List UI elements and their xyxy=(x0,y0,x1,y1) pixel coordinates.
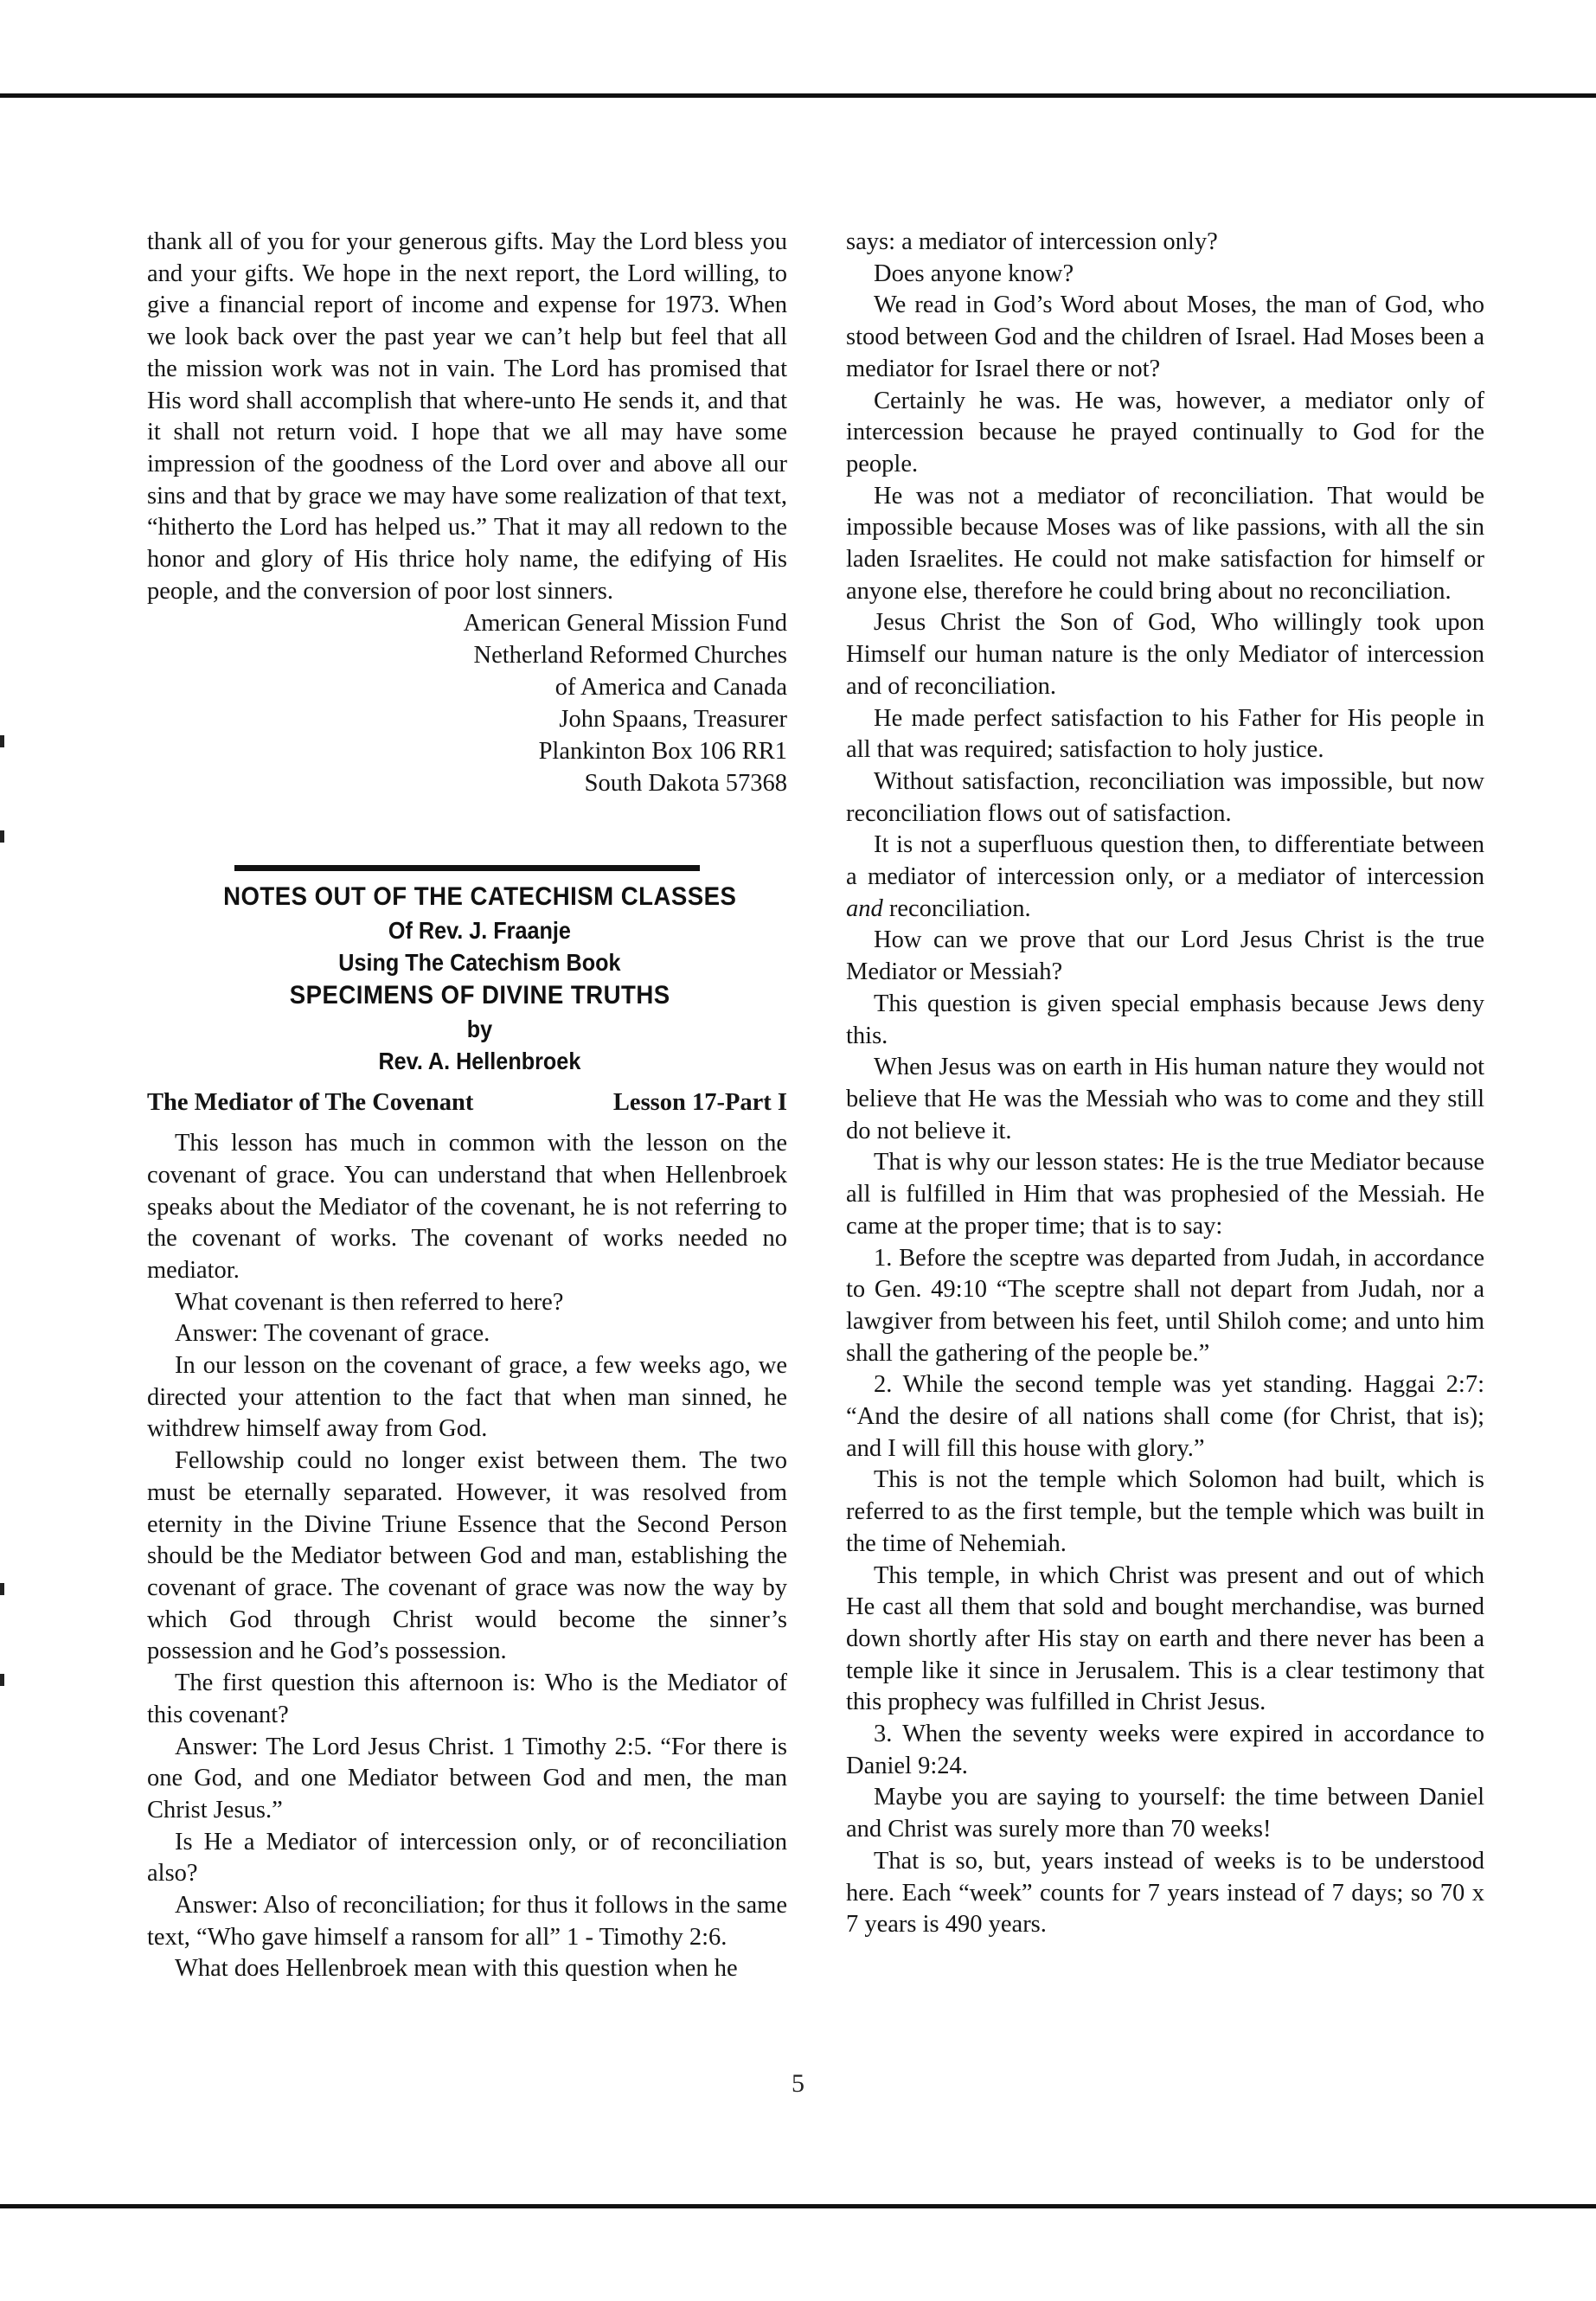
scan-edge-mark xyxy=(0,735,4,747)
author-name: Rev. A. Hellenbroek xyxy=(378,1048,581,1075)
body-paragraph xyxy=(846,830,1484,925)
lesson-number: Lesson 17-Part I xyxy=(612,1089,787,1117)
signature-line: Netherland Reformed Churches xyxy=(473,642,787,670)
body-paragraph: Fellowship could no longer exist between them. The two must be eternally separated. However, it was resolved from eternity in the Divine Triune Essence that the Second Person should be the Mediator between God and man, establishing the covenant of grace. The covenant of grace was now the way by which God through Christ would become the sinner’s possession and he God’s possession. xyxy=(147,1447,787,1665)
section-subtitle: Using The Catechism Book xyxy=(338,949,621,977)
body-paragraph: He was not a mediator of reconciliation. That would be impossible because Moses was of like passions, with all the sin laden Israelites. He could not make satisfaction for himself or anyone else, therefore he could bring about no reconciliation. xyxy=(846,482,1484,605)
body-paragraph: Answer: The covenant of grace. xyxy=(175,1320,490,1348)
left-column xyxy=(147,227,787,1985)
scan-edge-mark xyxy=(0,1674,4,1686)
lesson-header xyxy=(147,1087,787,1119)
body-paragraph: This is not the temple which Solomon had built, which is referred to as the first temple, but the temple which was built in the time of Nehemiah. xyxy=(846,1466,1484,1557)
signature-line: South Dakota 57368 xyxy=(584,770,787,798)
signature-line: John Spaans, Treasurer xyxy=(559,706,787,734)
body-paragraph: He made perfect satisfaction to his Father for His people in all that was required; satisfaction to holy justice. xyxy=(846,704,1484,764)
body-paragraph: Without satisfaction, reconciliation was impossible, but now reconciliation flows out of satisfaction. xyxy=(846,767,1484,827)
section-divider xyxy=(234,865,700,871)
body-paragraph: That is so, but, years instead of weeks is to be understood here. Each “week” counts for 7 years instead of 7 days; so 70 x 7 years is 490 years. xyxy=(846,1847,1484,1939)
signature-line: American General Mission Fund xyxy=(463,610,787,638)
body-paragraph: We read in God’s Word about Moses, the man of God, who stood between God and the children of Israel. Had Moses been a mediator for Israel there or not? xyxy=(846,292,1484,382)
text-run: It is not a superfluous question then, to differentiate between a mediator of intercession only, or a mediator of intercession xyxy=(846,831,1484,891)
body-paragraph: When Jesus was on earth in His human nature they would not believe that He was the Messiah who was to come and they still do not believe it. xyxy=(846,1054,1484,1144)
lesson-title: The Mediator of The Covenant xyxy=(147,1089,474,1117)
body-paragraph: This temple, in which Christ was present and out of which He cast all them that sold and bought merchandise, was burned down shortly after His stay on earth and there never has been a temple like it since in Jerusalem. This is a clear testimony that this prophecy was fulfilled in Christ Jesus. xyxy=(846,1561,1484,1716)
signature-block xyxy=(147,607,787,799)
body-paragraph: Does anyone know? xyxy=(874,260,1074,287)
body-paragraph: This question is given special emphasis because Jews deny this. xyxy=(846,990,1484,1049)
intro-paragraph: thank all of you for your generous gifts. May the Lord bless you and your gifts. We hope in the next report, the Lord willing, to give a financial report of income and expense for 1973. When we look back over the past year we can’t help but feel that all the mission work was not in vain. The Lord has promised that His word shall accomplish that where-unto He sends it, and that it shall not return void. I hope that we all may have some impression of the goodness of the Lord over and above all our sins and that by grace we may have some realization of that text, “hitherto the Lord has helped us.” That it may all redown to the honor and glory of His thrice holy name, the edifying of His people, and the conversion of poor lost sinners. xyxy=(147,228,787,605)
scan-edge-mark xyxy=(0,830,4,843)
right-column xyxy=(846,227,1484,1941)
body-paragraph: Certainly he was. He was, however, a mediator only of intercession because he prayed continually to God for the people. xyxy=(846,387,1484,478)
body-paragraph: Answer: The Lord Jesus Christ. 1 Timothy 2:5. “For there is one God, and one Mediator between God and men, the man Christ Jesus.” xyxy=(147,1733,787,1823)
body-paragraph: What does Hellenbroek mean with this question when he xyxy=(175,1955,738,1983)
body-paragraph: says: a mediator of intercession only? xyxy=(846,228,1218,255)
page-number: 5 xyxy=(792,2069,804,2098)
section-subtitle: by xyxy=(466,1016,493,1043)
body-paragraph: 2. While the second temple was yet standing. Haggai 2:7: “And the desire of all nations shall come (for Christ, that is); and I will fill this house with glory.” xyxy=(846,1371,1484,1462)
body-paragraph: 3. When the seventy weeks were expired in accordance to Daniel 9:24. xyxy=(846,1721,1484,1779)
scan-edge-mark xyxy=(0,1583,4,1595)
body-paragraph: Maybe you are saying to yourself: the time between Daniel and Christ was surely more than 70 weeks! xyxy=(846,1784,1484,1843)
body-paragraph: The first question this afternoon is: Who is the Mediator of this covenant? xyxy=(147,1670,787,1728)
section-subtitle: Of Rev. J. Fraanje xyxy=(388,917,571,945)
section-title: NOTES OUT OF THE CATECHISM CLASSES xyxy=(223,882,737,912)
body-paragraph: Jesus Christ the Son of God, Who willingly took upon Himself our human nature is the only Mediator of intercession and of reconciliation. xyxy=(846,609,1484,700)
emphasis-text: and xyxy=(846,894,883,922)
body-paragraph: In our lesson on the covenant of grace, a few weeks ago, we directed your attention to the fact that when man sinned, he withdrew himself away from God. xyxy=(147,1352,787,1443)
body-paragraph: How can we prove that our Lord Jesus Christ is the true Mediator or Messiah? xyxy=(846,926,1484,986)
book-title: SPECIMENS OF DIVINE TRUTHS xyxy=(289,981,670,1010)
body-paragraph: What covenant is then referred to here? xyxy=(175,1288,564,1316)
body-paragraph: Answer: Also of reconciliation; for thus it follows in the same text, “Who gave himself a ransom for all” 1 - Timothy 2:6. xyxy=(147,1892,787,1951)
signature-line: of America and Canada xyxy=(554,674,787,702)
body-paragraph: 1. Before the sceptre was departed from Judah, in accordance to Gen. 49:10 “The sceptre shall not depart from Judah, nor a lawgiver from between his feet, until Shiloh come; and unto him shall the gathering of the people be.” xyxy=(846,1244,1484,1367)
body-paragraph: That is why our lesson states: He is the true Mediator because all is fulfilled in Him that was prophesied of the Messiah. He came at the proper time; that is to say: xyxy=(846,1149,1484,1240)
text-run: reconciliation. xyxy=(882,894,1031,922)
body-paragraph: Is He a Mediator of intercession only, or of reconciliation also? xyxy=(147,1828,787,1888)
body-paragraph: This lesson has much in common with the lesson on the covenant of grace. You can understand that when Hellenbroek speaks about the Mediator of the covenant, he is not referring to the covenant of works. The covenant of works needed no mediator. xyxy=(147,1130,787,1284)
signature-line: Plankinton Box 106 RR1 xyxy=(538,738,787,766)
